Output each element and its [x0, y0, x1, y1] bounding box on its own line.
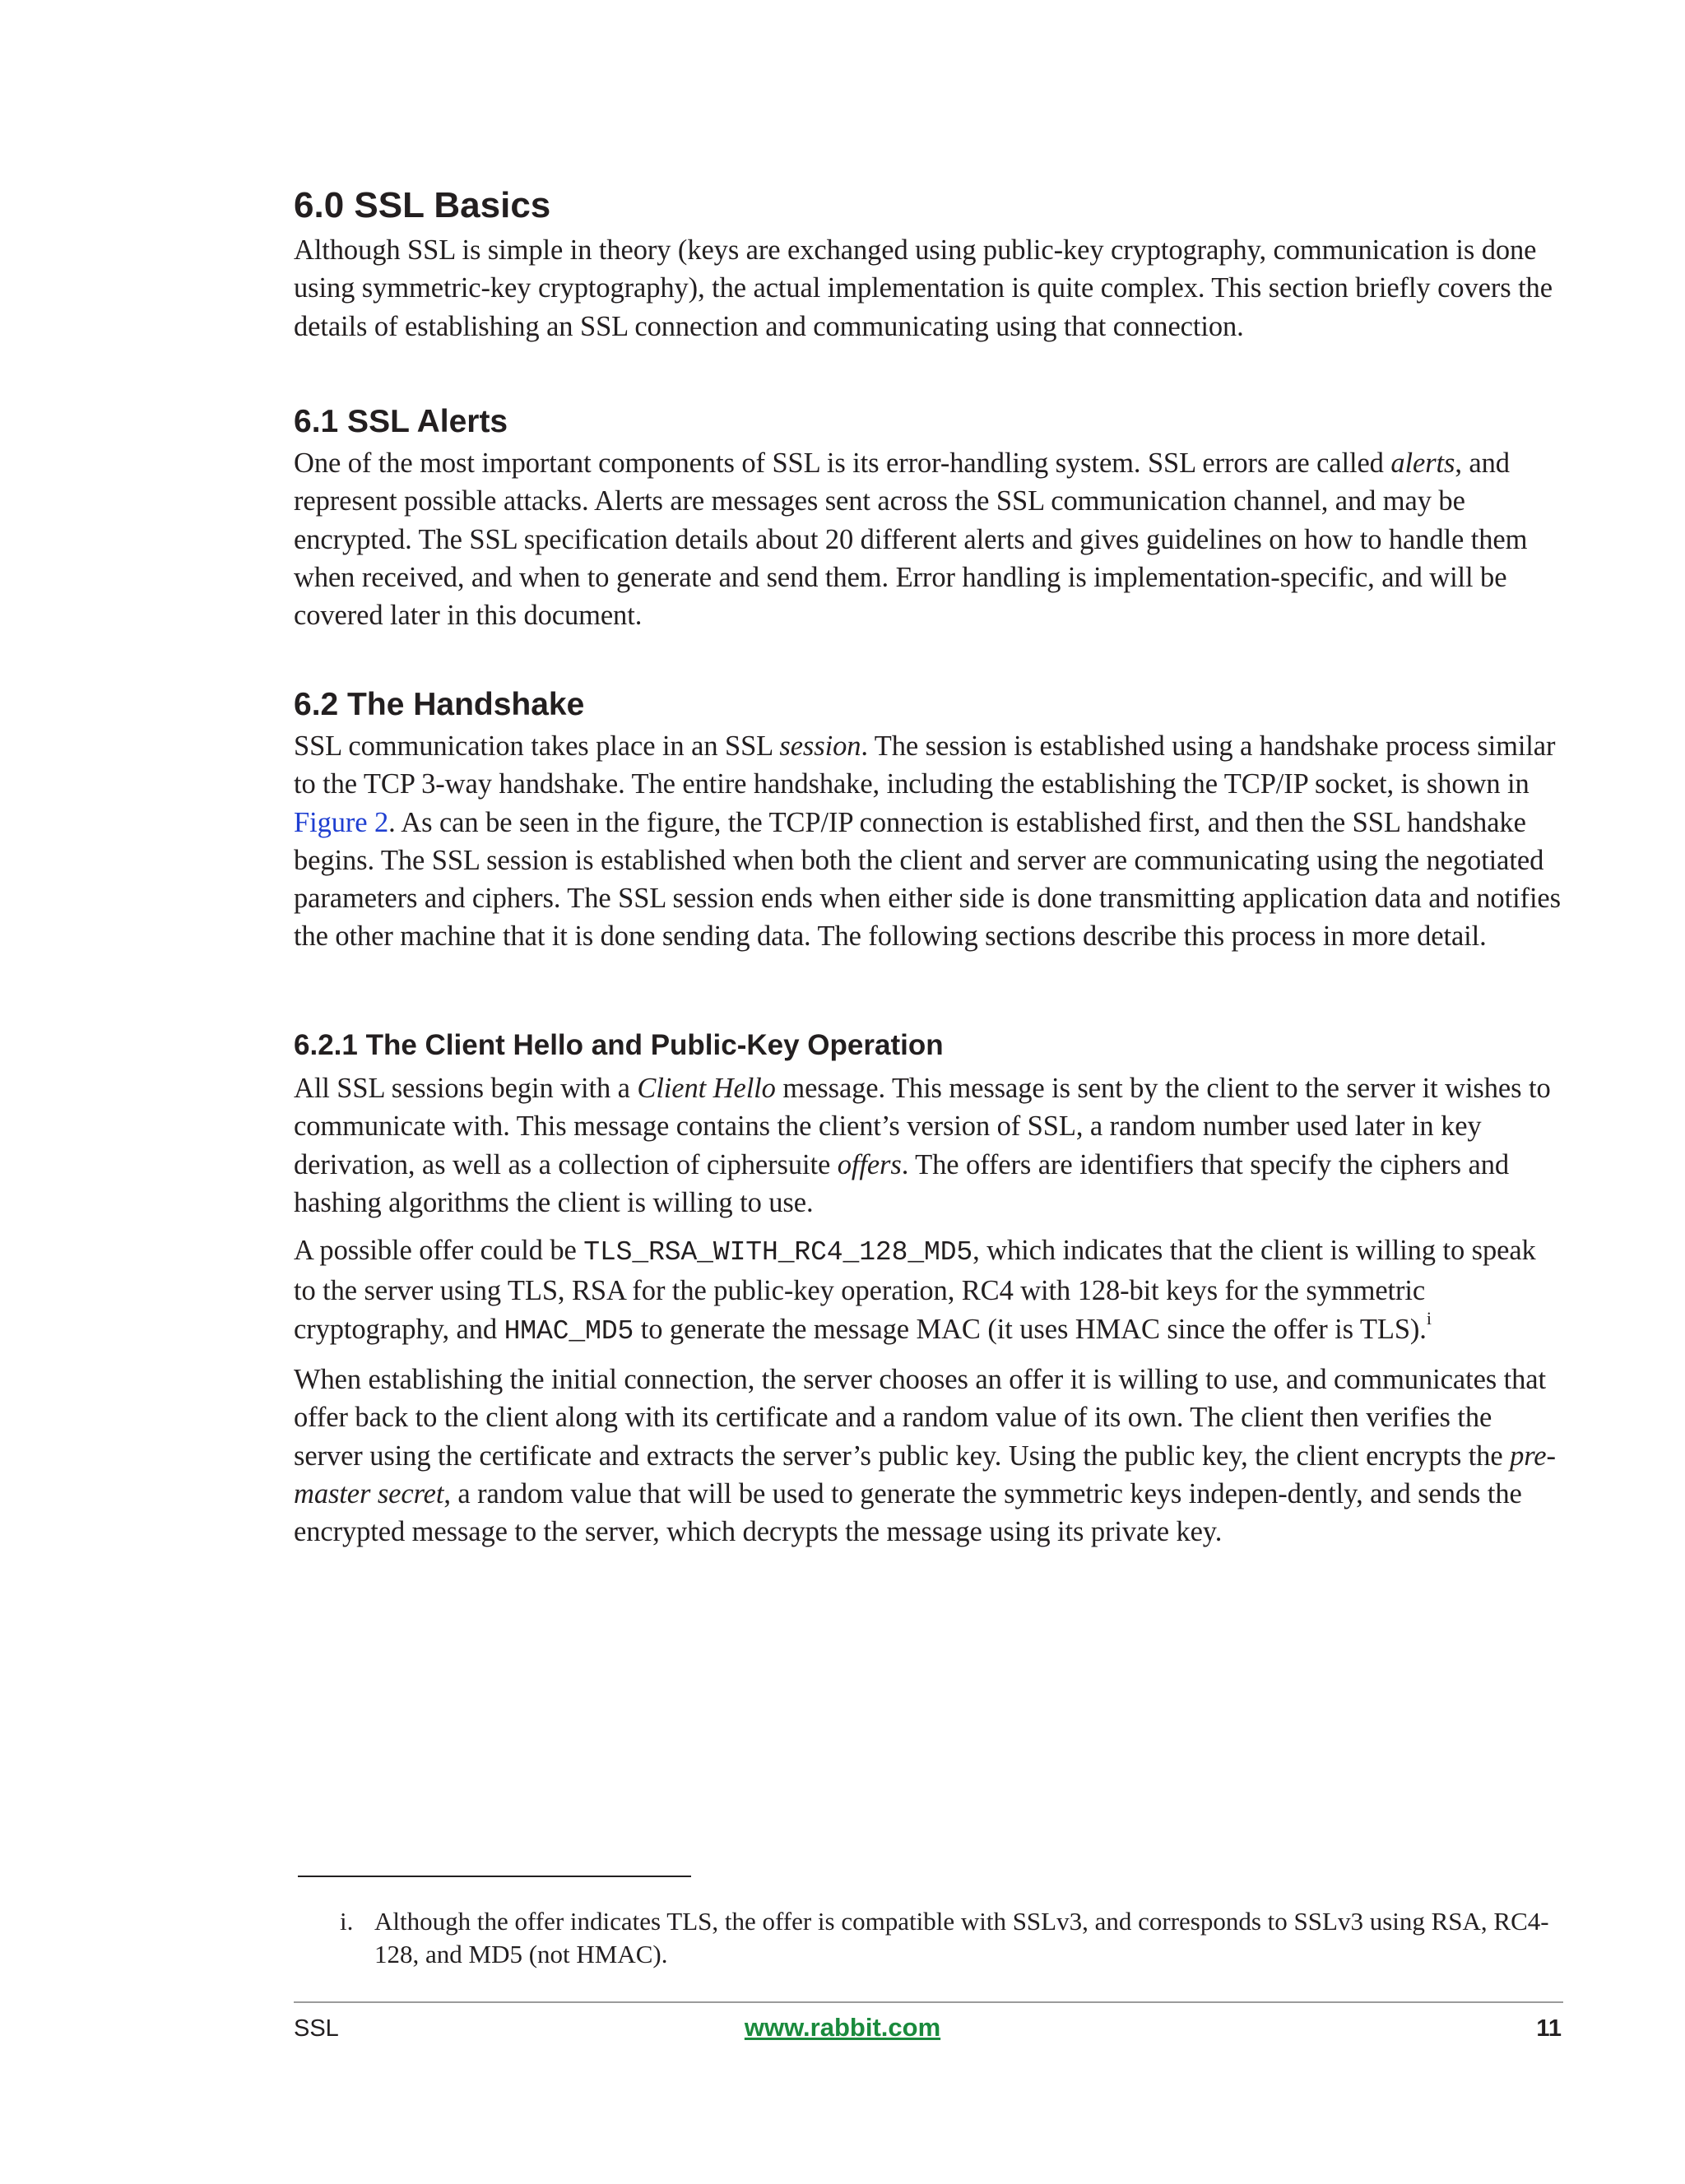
section-6-2-1: [294, 1028, 1561, 1551]
term-session: session: [779, 730, 861, 762]
paragraph-initial-connection: [294, 1361, 1561, 1551]
term-client-hello: Client Hello: [637, 1073, 776, 1104]
paragraph-6-1: [294, 444, 1561, 634]
footnote-text: Although the offer indicates TLS, the offer is compatible with SSLv3, and corresponds to SSLv3 using RSA, RC4-128, and MD5 (not HMAC).: [374, 1907, 1549, 1968]
website-link[interactable]: www.rabbit.com: [744, 2013, 941, 2042]
heading-6-2-1: 6.2.1 The Client Hello and Public-Key Operation: [294, 1029, 944, 1061]
footer-doc-title: SSL: [294, 2015, 339, 2042]
paragraph-client-hello: [294, 1069, 1561, 1222]
text-run: One of the most important components of SSL is its error-handling system. SSL errors are called: [294, 447, 1391, 479]
heading-6-2: 6.2 The Handshake: [294, 687, 585, 722]
text-run: All SSL sessions begin with a: [294, 1073, 638, 1104]
code-ciphersuite: TLS_RSA_WITH_RC4_128_MD5: [583, 1237, 973, 1268]
term-pre-master-secret: pre-master secret: [294, 1440, 1556, 1509]
heading-6-1: 6.1 SSL Alerts: [294, 404, 508, 439]
paragraph-possible-offer: [294, 1231, 1561, 1351]
text-run: , a random value that will be used to generate the symmetric keys indepen-dently, and sends the encrypted message to the server, which decrypts the message using its private key.: [294, 1477, 1522, 1548]
section-6-0: [294, 184, 1561, 345]
code-hmac-md5: HMAC_MD5: [504, 1315, 634, 1347]
text-run: . The session is established using a handshake process similar to the TCP 3-way handshake. The entire handshake, including the establishing the TCP/IP socket, is shown in: [294, 730, 1556, 800]
footnote-separator: [298, 1876, 691, 1877]
text-run: SSL communication takes place in an SSL: [294, 730, 780, 762]
footnote: [340, 1905, 1557, 1971]
footnote-reference[interactable]: i: [1426, 1308, 1432, 1329]
term-offers: offers: [837, 1148, 902, 1180]
footer-website: [0, 2012, 1685, 2043]
section-6-2: [294, 686, 1561, 956]
text-run: A possible offer could be: [294, 1235, 584, 1267]
paragraph-6-0: Although SSL is simple in theory (keys are exchanged using public-key cryptography, communication is done using symmetric-key cryptography), the actual implementation is quite complex. This section briefly covers the details of establishing an SSL connection and communicating using that connection.: [294, 234, 1553, 342]
page-number: 11: [1536, 2015, 1562, 2042]
figure-2-link[interactable]: Figure 2: [294, 806, 389, 838]
footnote-marker: i.: [340, 1907, 354, 1936]
text-run: message. This message is sent by the client to the server it wishes to communicate with. This message contains the client’s version of SSL, a random number used later in key derivation, as well as a collection of ciphersuite: [294, 1073, 1551, 1180]
text-run: , which indicates that the client is willing to speak to the server using TLS, RSA for the public-key operation, RC4 with 128-bit keys for the symmetric cryptography, and: [294, 1235, 1536, 1345]
text-run: to generate the message MAC (it uses HMAC since the offer is TLS).: [634, 1313, 1427, 1345]
text-run: . The offers are identifiers that specify the ciphers and hashing algorithms the client is willing to use.: [294, 1148, 1510, 1218]
term-alerts: alerts: [1390, 447, 1455, 479]
footer-rule: [294, 2001, 1563, 2003]
text-run: , and represent possible attacks. Alerts are messages sent across the SSL communication channel, and may be encrypted. The SSL specification details about 20 different alerts and gives guidelines on how to handle them when received, and when to generate and send them. Error handling is implementation-specific, and will be covered later in this document.: [294, 447, 1528, 632]
heading-6-0: 6.0 SSL Basics: [294, 185, 551, 225]
paragraph-6-2: [294, 727, 1561, 956]
text-run: . As can be seen in the figure, the TCP/IP connection is established first, and then the SSL handshake begins. The SSL session is established when both the client and server are communicating using the negotiated parameters and ciphers. The SSL session ends when either side is done transmitting application data and notifies the other machine that it is done sending data. The following sections describe this process in more detail.: [294, 806, 1561, 953]
section-6-1: [294, 403, 1561, 634]
text-run: When establishing the initial connection, the server chooses an offer it is willing to use, and communicates that offer back to the client along with its certificate and a random value of its own. The client then verifies the server using the certificate and extracts the server’s public key. Using the public key, the client encrypts the: [294, 1364, 1546, 1472]
